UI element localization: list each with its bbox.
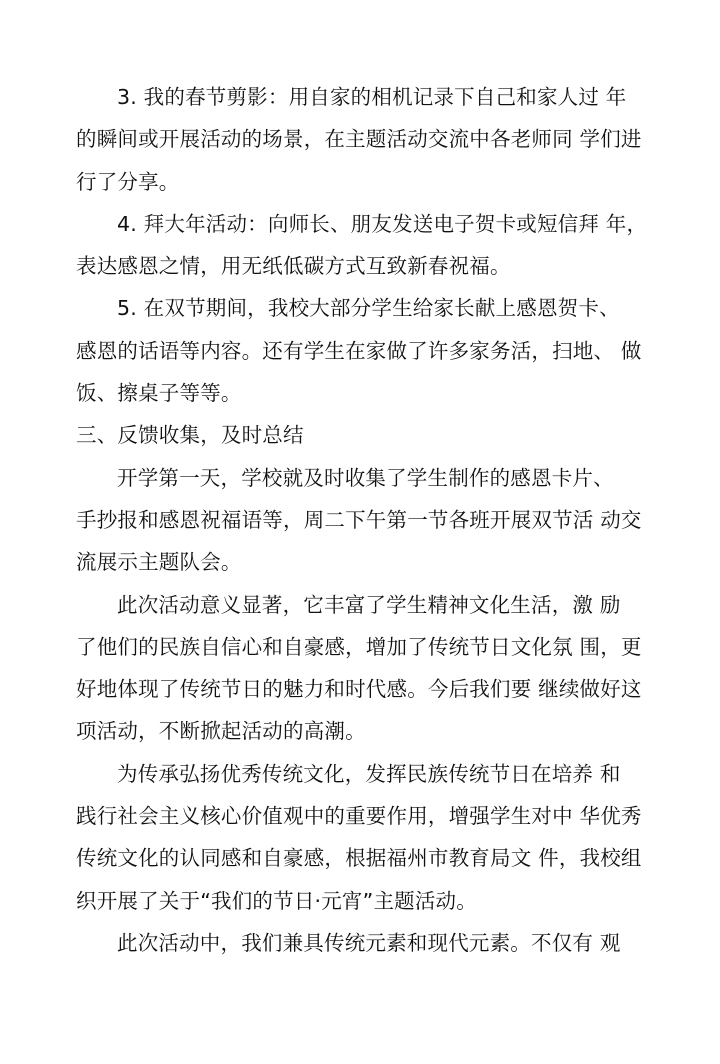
text-line: 感恩的话语等内容。还有学生在家做了许多家务活，扫地、 做 bbox=[76, 338, 642, 363]
text-line: 3. 我的春节剪影：用自家的相机记录下自己和家人过 年 bbox=[117, 85, 627, 109]
paragraph-lantern-festival bbox=[76, 753, 656, 922]
heading-text: 三、反馈收集，及时总结 bbox=[76, 423, 304, 448]
text-line: 4. 拜大年活动：向师长、朋友发送电子贺卡或短信拜 年， bbox=[117, 211, 648, 236]
text-line: 此次活动意义显著，它丰富了学生精神文化生活，激 励 bbox=[117, 592, 621, 617]
text-line: 了他们的民族自信心和自豪感，增加了传统节日文化氛 围，更 bbox=[76, 634, 642, 659]
text-line: 流展示主题队会。 bbox=[76, 550, 242, 575]
section-heading bbox=[76, 414, 656, 456]
paragraph-activity-elements bbox=[76, 922, 656, 964]
text-line: 饭、擦桌子等等。 bbox=[76, 381, 242, 406]
text-line: 的瞬间或开展活动的场景，在主题活动交流中各老师同 学们进 bbox=[76, 127, 642, 152]
paragraph-significance bbox=[76, 584, 656, 753]
paragraph-item-4 bbox=[76, 203, 656, 288]
paragraph-feedback bbox=[76, 457, 656, 584]
text-line: 为传承弘扬优秀传统文化，发挥民族传统节日在培养 和 bbox=[117, 761, 621, 786]
text-line: 5. 在双节期间，我校大部分学生给家长献上感恩贺卡、 bbox=[117, 296, 620, 321]
text-line: 行了分享。 bbox=[76, 169, 180, 194]
paragraph-item-5 bbox=[76, 287, 656, 414]
paragraph-item-3 bbox=[76, 76, 656, 203]
text-line: 表达感恩之情，用无纸低碳方式互致新春祝福。 bbox=[76, 254, 511, 279]
text-line: 践行社会主义核心价值观中的重要作用，增强学生对中 华优秀 bbox=[76, 804, 642, 829]
text-line: 织开展了关于“我们的节日·元宵”主题活动。 bbox=[76, 888, 477, 913]
document-body bbox=[76, 76, 656, 964]
text-line: 开学第一天，学校就及时收集了学生制作的感恩卡片、 bbox=[117, 465, 614, 490]
text-line: 传统文化的认同感和自豪感，根据福州市教育局文 件，我校组 bbox=[76, 846, 642, 871]
text-line: 此次活动中，我们兼具传统元素和现代元素。不仅有 观 bbox=[117, 930, 621, 955]
text-line: 好地体现了传统节日的魅力和时代感。今后我们要 继续做好这 bbox=[76, 677, 642, 702]
text-line: 手抄报和感恩祝福语等，周二下午第一节各班开展双节活 动交 bbox=[76, 507, 642, 532]
text-line: 项活动，不断掀起活动的高潮。 bbox=[76, 719, 366, 744]
